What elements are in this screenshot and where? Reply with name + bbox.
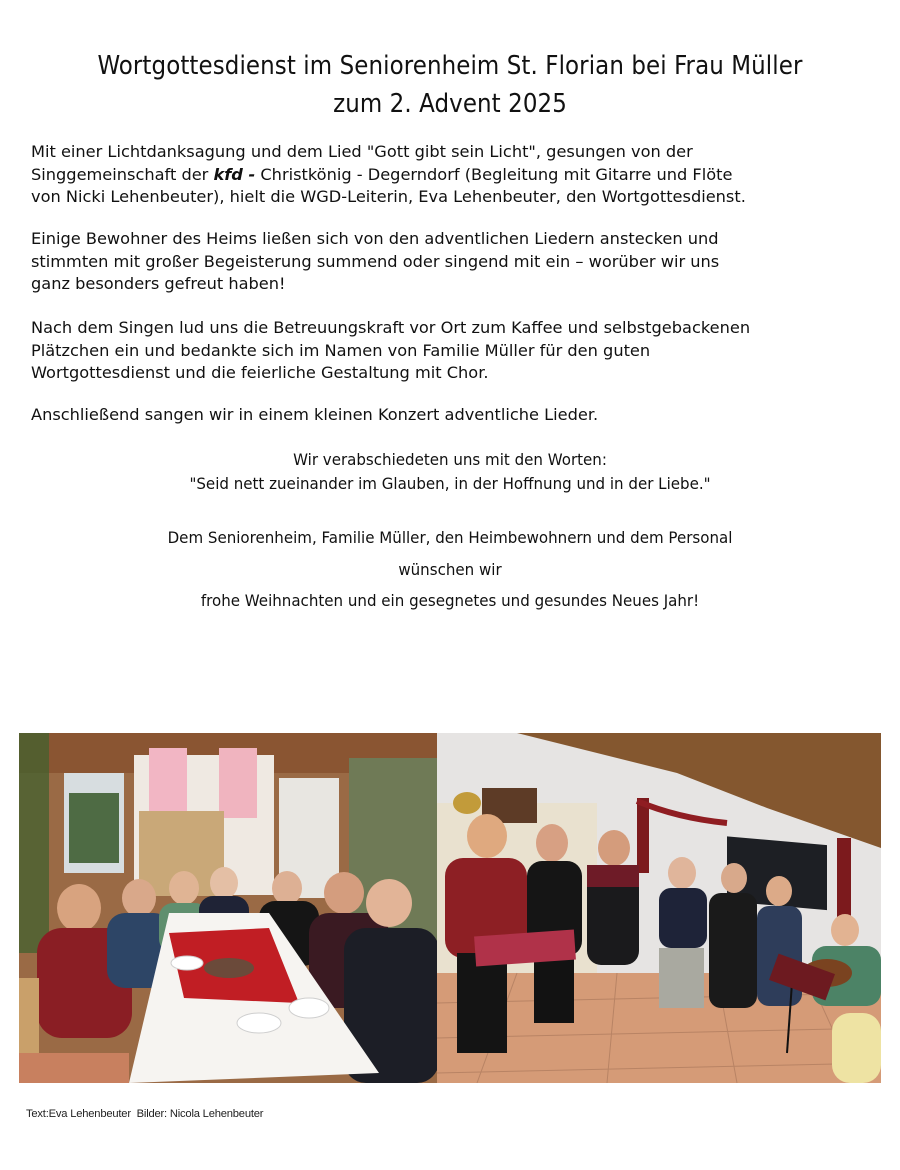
text-line: Anschließend sangen wir in einem kleinen Konzert adventliche Lieder. bbox=[31, 405, 599, 424]
text-line: Mit einer Lichtdanksagung und dem Lied "Gott gibt sein Licht", gesungen von der bbox=[31, 142, 693, 161]
text-line: Nach dem Singen lud uns die Betreuungskraft vor Ort zum Kaffee und selbstgebackenen bbox=[31, 318, 751, 337]
page-title bbox=[0, 47, 900, 123]
farewell-block bbox=[32, 448, 869, 496]
paragraph-concert bbox=[31, 404, 881, 427]
wishes-block bbox=[32, 522, 869, 617]
paragraph-intro bbox=[31, 141, 881, 209]
photo-coffee-table-image bbox=[19, 733, 437, 1083]
wishes-line: Dem Seniorenheim, Familie Müller, den Heimbewohnern und dem Personal bbox=[167, 528, 733, 547]
wishes-line: frohe Weihnachten und ein gesegnetes und gesundes Neues Jahr! bbox=[200, 591, 700, 610]
text-fragment: Singgemeinschaft der bbox=[31, 164, 214, 184]
farewell-line: Wir verabschiedeten uns mit den Worten: bbox=[293, 450, 607, 469]
paragraph-coffee bbox=[31, 317, 881, 385]
photo-row bbox=[19, 733, 881, 1083]
photo-choir bbox=[437, 733, 881, 1083]
text-line bbox=[31, 164, 881, 187]
photo-credits bbox=[26, 1108, 263, 1120]
text-line: Wortgottesdienst und die feierliche Gestaltung mit Chor. bbox=[31, 363, 489, 382]
farewell-quote: "Seid nett zueinander im Glauben, in der Hoffnung und in der Liebe." bbox=[189, 474, 711, 493]
photo-coffee-table bbox=[19, 733, 437, 1083]
text-line: ganz besonders gefreut haben! bbox=[31, 274, 286, 293]
text-line: Einige Bewohner des Heims ließen sich von den adventlichen Liedern anstecken und bbox=[31, 229, 719, 248]
text-line: von Nicki Lehenbeuter), hielt die WGD-Leiterin, Eva Lehenbeuter, den Wortgottesdienst. bbox=[31, 187, 746, 206]
text-line: Plätzchen ein und bedankte sich im Namen von Familie Müller für den guten bbox=[31, 340, 651, 360]
paragraph-residents bbox=[31, 228, 881, 296]
wishes-line: wünschen wir bbox=[398, 559, 502, 579]
kfd-emphasis: kfd - bbox=[213, 164, 256, 184]
text-fragment: Christkönig - Degerndorf (Begleitung mit Gitarre und Flöte bbox=[255, 164, 733, 184]
text-line: stimmten mit großer Begeisterung summend oder singend mit ein – worüber wir uns bbox=[31, 251, 720, 271]
title-line-2: zum 2. Advent 2025 bbox=[333, 89, 567, 119]
photo-choir-image bbox=[437, 733, 881, 1083]
credits-text: Text:Eva Lehenbeuter Bilder: Nicola Lehenbeuter bbox=[26, 1108, 264, 1120]
title-line-1: Wortgottesdienst im Seniorenheim St. Florian bei Frau Müller bbox=[97, 51, 803, 81]
